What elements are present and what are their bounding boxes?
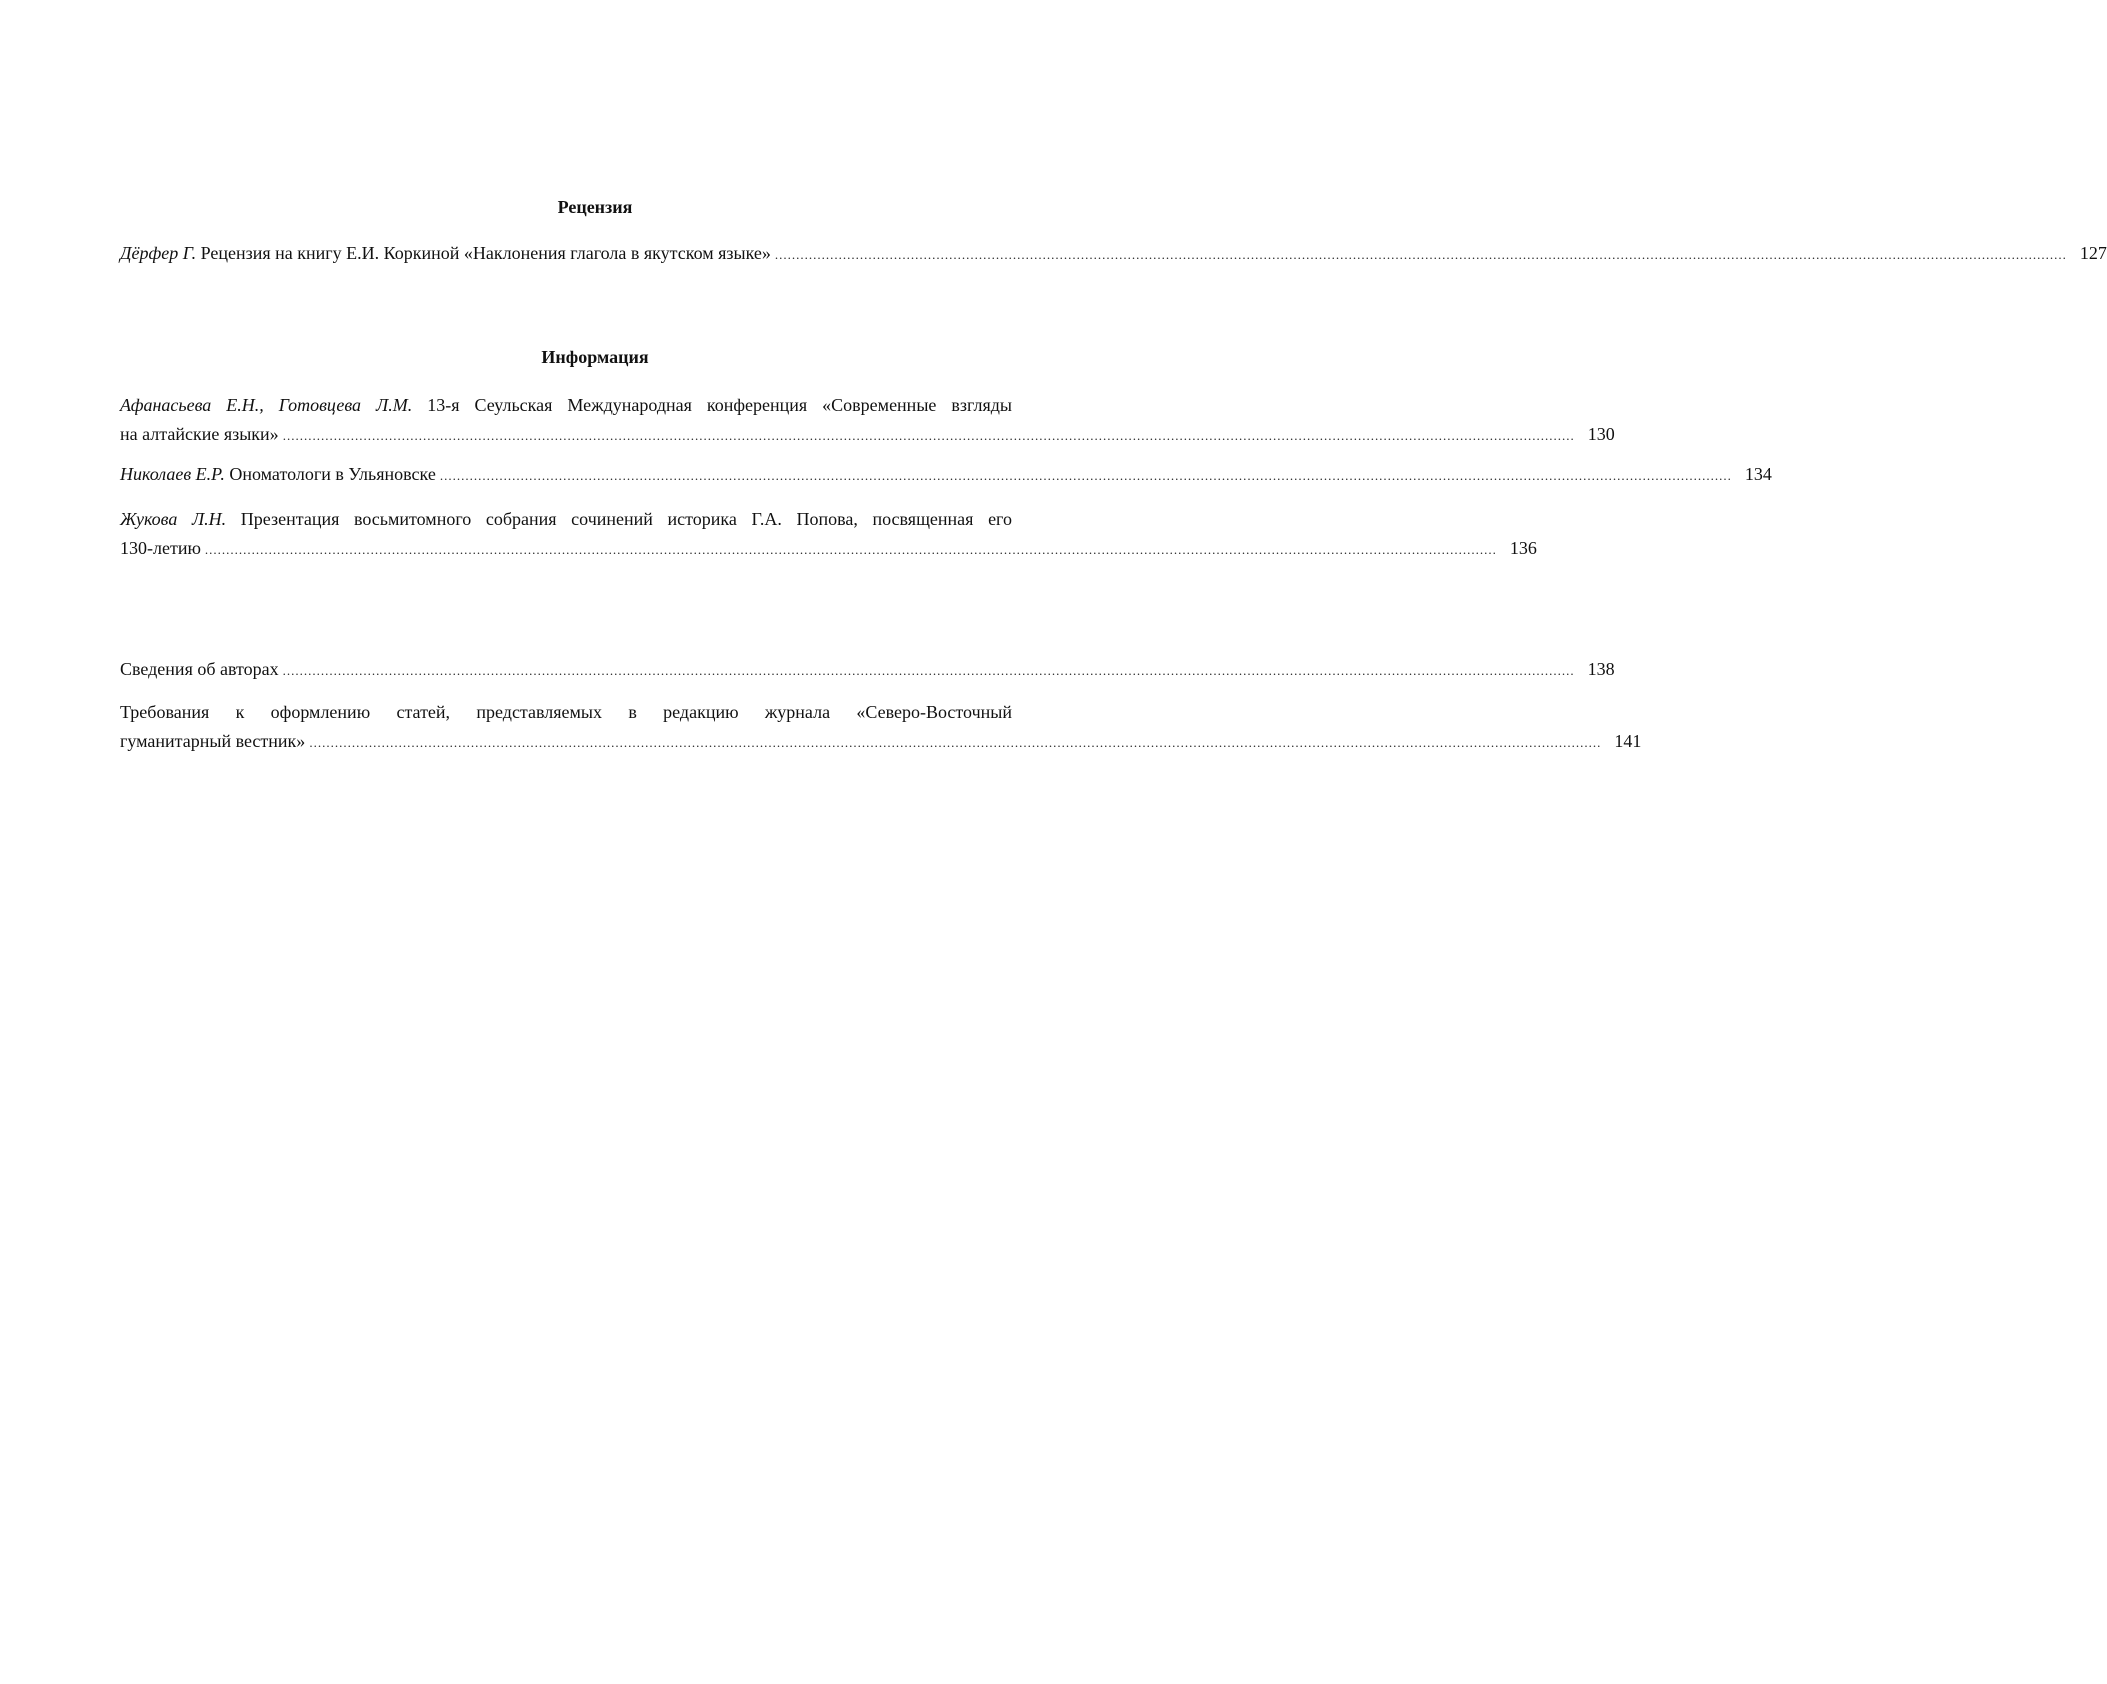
toc-entry-author: Жукова Л.Н. — [120, 509, 227, 529]
toc-entry-text — [120, 460, 436, 489]
toc-entry-dorfer[interactable] — [120, 239, 2107, 269]
dot-leader: ................................................................................................................................................................................................................................................................................................................ — [282, 663, 1575, 678]
toc-entry-title-line2: 130-летию — [120, 538, 201, 558]
toc-entry-requirements[interactable] — [120, 698, 1642, 757]
toc-entry-page: 141 — [1614, 731, 1642, 751]
toc-entry-title: 13-я Сеульская Международная конференция «Современные взгляды — [427, 395, 1012, 415]
toc-entry-page: 134 — [1744, 464, 1772, 484]
toc-entry-title: Ономатологи в Ульяновске — [229, 464, 436, 484]
section-heading-information: Информация — [541, 347, 649, 367]
toc-entry-text-line1 — [120, 391, 1012, 420]
toc-entry-afanasieva[interactable] — [120, 391, 1615, 450]
toc-entry-page: 136 — [1509, 538, 1537, 558]
toc-entry-title: Рецензия на книгу Е.И. Коркиной «Наклонения глагола в якутском языке» — [200, 243, 771, 263]
toc-entry-title-line2: гуманитарный вестник» — [120, 731, 306, 751]
section-heading-review: Рецензия — [557, 197, 633, 217]
dot-leader: ................................................................................................................................................................................................................................................................................................................ — [204, 542, 1497, 557]
toc-entry-text — [120, 239, 771, 268]
toc-entry-title: Презентация восьмитомного собрания сочинений историка Г.А. Попова, посвященная его — [240, 509, 1012, 529]
toc-entry-page: 130 — [1587, 424, 1615, 444]
toc-entry-title-line1: Требования к оформлению статей, представляемых в редакцию журнала «Северо-Восточный — [120, 702, 1012, 722]
toc-entry-title: Сведения об авторах — [120, 659, 279, 679]
toc-entry-authors-info[interactable] — [120, 655, 1615, 685]
dot-leader: ................................................................................................................................................................................................................................................................................................................ — [282, 428, 1575, 443]
toc-entry-author: Николаев Е.Р. — [120, 464, 225, 484]
dot-leader: ................................................................................................................................................................................................................................................................................................................ — [309, 735, 1602, 750]
toc-entry-nikolaev[interactable] — [120, 460, 1772, 490]
toc-entry-zhukova[interactable] — [120, 505, 1537, 564]
toc-entry-page: 127 — [2079, 243, 2107, 263]
dot-leader: ................................................................................................................................................................................................................................................................................................................ — [439, 468, 1732, 483]
toc-entry-author: Дёрфер Г. — [120, 243, 197, 263]
toc-entry-text-line1 — [120, 505, 1012, 534]
dot-leader: ................................................................................................................................................................................................................................................................................................................ — [774, 247, 2067, 262]
toc-entry-author: Афанасьева Е.Н., Готовцева Л.М. — [120, 395, 413, 415]
toc-entry-page: 138 — [1587, 659, 1615, 679]
toc-entry-title-line2: на алтайские языки» — [120, 424, 279, 444]
